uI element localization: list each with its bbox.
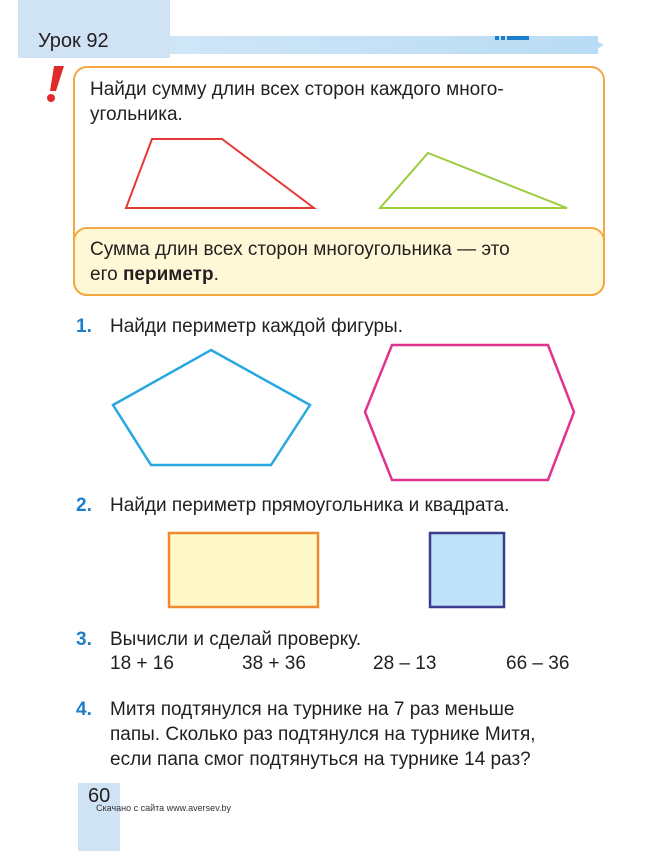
rectangle-shape [169, 533, 318, 607]
rule-task-line-1: Найди сумму длин всех сторон каждого много- [90, 79, 504, 100]
lesson-title: Урок 92 [38, 30, 109, 52]
expression-1: 18 + 16 [110, 653, 174, 674]
task-2-number: 2. [76, 495, 92, 516]
task-3-text: Вычисли и сделай проверку. [110, 629, 362, 650]
term-perimeter: периметр [122, 264, 214, 285]
expression-4: 66 – 36 [506, 653, 570, 674]
rule-definition-suffix: . [213, 264, 219, 285]
page-number: 60 [88, 785, 111, 807]
source-note: Скачано с сайта www.aversev.by [96, 803, 232, 813]
rule-definition-line-1: Сумма длин всех сторон многоугольника — это [90, 239, 510, 260]
task-1-text: Найди периметр каждой фигуры. [110, 316, 403, 337]
square-shape [430, 533, 504, 607]
rule-definition-prefix: его [90, 264, 123, 285]
task-4-line-3: если папа смог подтянуться на турнике 14 раз? [110, 749, 531, 770]
task-1-number: 1. [76, 316, 92, 337]
task-4-number: 4. [76, 699, 92, 720]
task-2-text: Найди периметр прямоугольника и квадрата. [110, 495, 510, 516]
expression-2: 38 + 36 [242, 653, 306, 674]
task-4-line-1: Митя подтянулся на турнике на 7 раз меньше [110, 699, 515, 720]
task-3-number: 3. [76, 629, 92, 650]
task-4-line-2: папы. Сколько раз подтянулся на турнике Митя, [110, 724, 536, 745]
rule-task-line-2: угольника. [90, 104, 183, 125]
expression-3: 28 – 13 [373, 653, 437, 674]
